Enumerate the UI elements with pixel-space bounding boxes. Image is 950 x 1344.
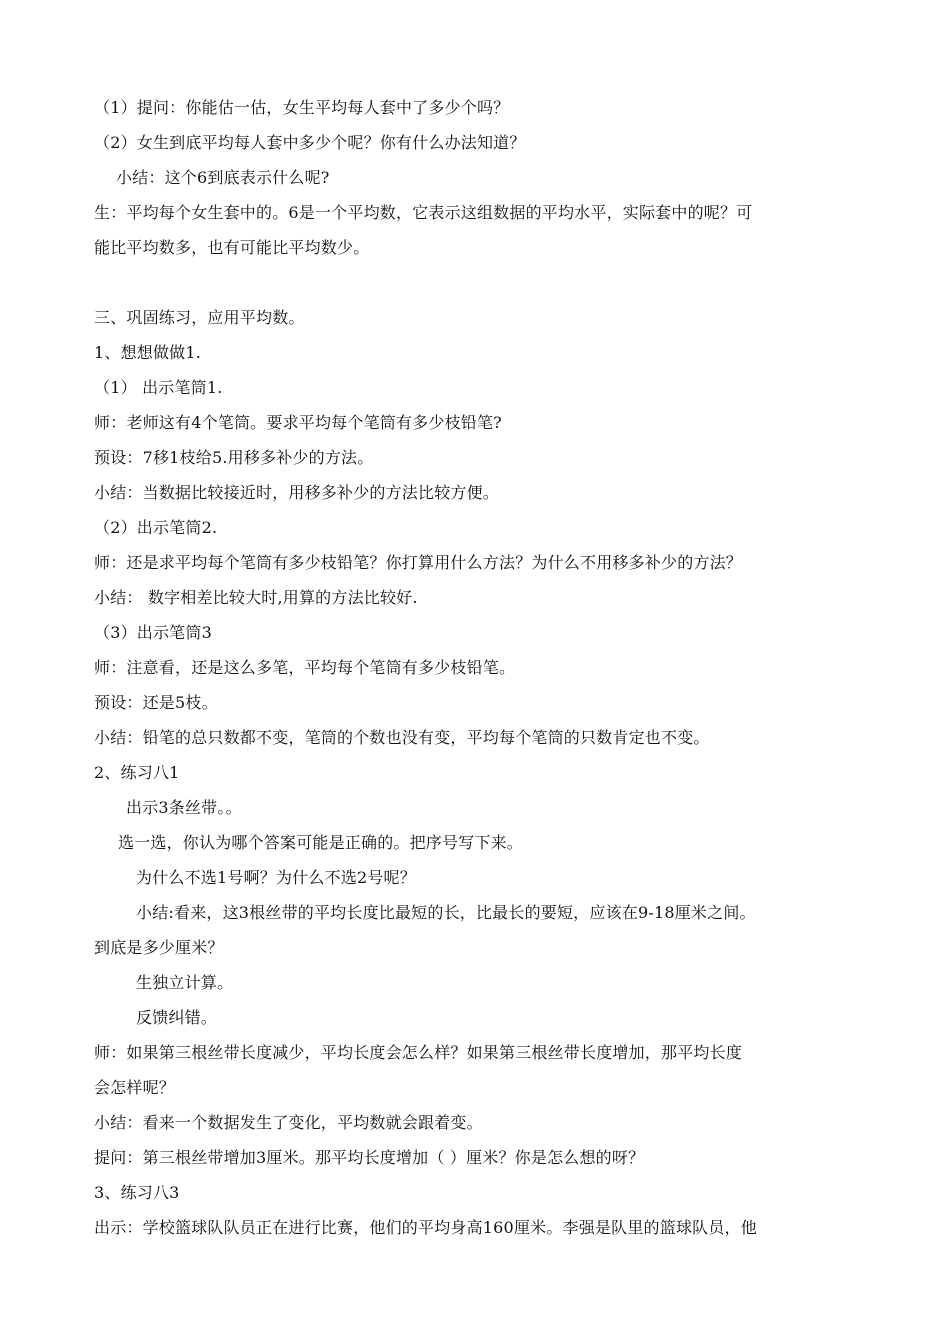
instruction-line: 出示3条丝带。。 [126, 798, 242, 817]
summary-line: 小结:看来，这3根丝带的平均长度比最短的长，比最长的要短，应该在9-18厘米之间。 [136, 903, 756, 922]
preset-line: 预设：还是5枝。 [94, 693, 218, 712]
exercise-3-heading: 3、练习八3 [94, 1183, 180, 1202]
exercise-1-part-3: （3）出示笔筒3 [94, 623, 212, 642]
preset-line: 预设：7移1枝给5.用移多补少的方法。 [94, 448, 374, 467]
summary-line: 小结： 数字相差比较大时,用算的方法比较好. [94, 588, 418, 607]
question-line: 提问：第三根丝带增加3厘米。那平均长度增加（ ）厘米？你是怎么想的呀？ [94, 1148, 645, 1167]
exercise-1-part-2: （2）出示笔筒2. [94, 518, 218, 537]
exercise-2-heading: 2、练习八1 [94, 763, 180, 782]
exercise-1-part-1: （1） 出示笔筒1. [94, 378, 223, 397]
question-1: （1）提问：你能估一估，女生平均每人套中了多少个吗？ [94, 98, 510, 117]
student-answer-line-2: 能比平均数多，也有可能比平均数少。 [94, 238, 370, 257]
teacher-line: 师：老师这有4个笔筒。要求平均每个笔筒有多少枝铅笔? [94, 413, 502, 432]
question-line: 为什么不选1号啊？为什么不选2号呢？ [136, 868, 416, 887]
teacher-line: 师：如果第三根丝带长度减少，平均长度会怎么样？如果第三根丝带长度增加，那平均长度 [94, 1043, 743, 1062]
student-answer-line-1: 生：平均每个女生套中的。6是一个平均数，它表示这组数据的平均水平，实际套中的呢？可 [94, 203, 753, 222]
summary-line: 小结：这个6到底表示什么呢? [116, 168, 330, 187]
teacher-line-continued: 会怎样呢？ [94, 1078, 176, 1097]
question-2: （2）女生到底平均每人套中多少个呢？你有什么办法知道？ [94, 133, 526, 152]
instruction-line: 选一选，你认为哪个答案可能是正确的。把序号写下来。 [118, 833, 524, 852]
exercise-1-heading: 1、想想做做1. [94, 343, 202, 362]
display-line: 出示：学校篮球队队员正在进行比赛，他们的平均身高160厘米。李强是队里的篮球队员，他 [94, 1218, 757, 1237]
summary-line: 小结：看来一个数据发生了变化，平均数就会跟着变。 [94, 1113, 483, 1132]
summary-line: 小结：铅笔的总只数都不变，笔筒的个数也没有变，平均每个笔筒的只数肯定也不变。 [94, 728, 710, 747]
section-heading: 三、巩固练习，应用平均数。 [94, 308, 305, 327]
activity-line: 反馈纠错。 [136, 1008, 218, 1027]
teacher-line: 师：注意看，还是这么多笔，平均每个笔筒有多少枝铅笔。 [94, 658, 516, 677]
summary-line: 小结：当数据比较接近时，用移多补少的方法比较方便。 [94, 483, 500, 502]
teacher-line: 师：还是求平均每个笔筒有多少枝铅笔？你打算用什么方法？为什么不用移多补少的方法？ [94, 553, 743, 572]
activity-line: 生独立计算。 [136, 973, 234, 992]
question-line: 到底是多少厘米？ [94, 938, 224, 957]
